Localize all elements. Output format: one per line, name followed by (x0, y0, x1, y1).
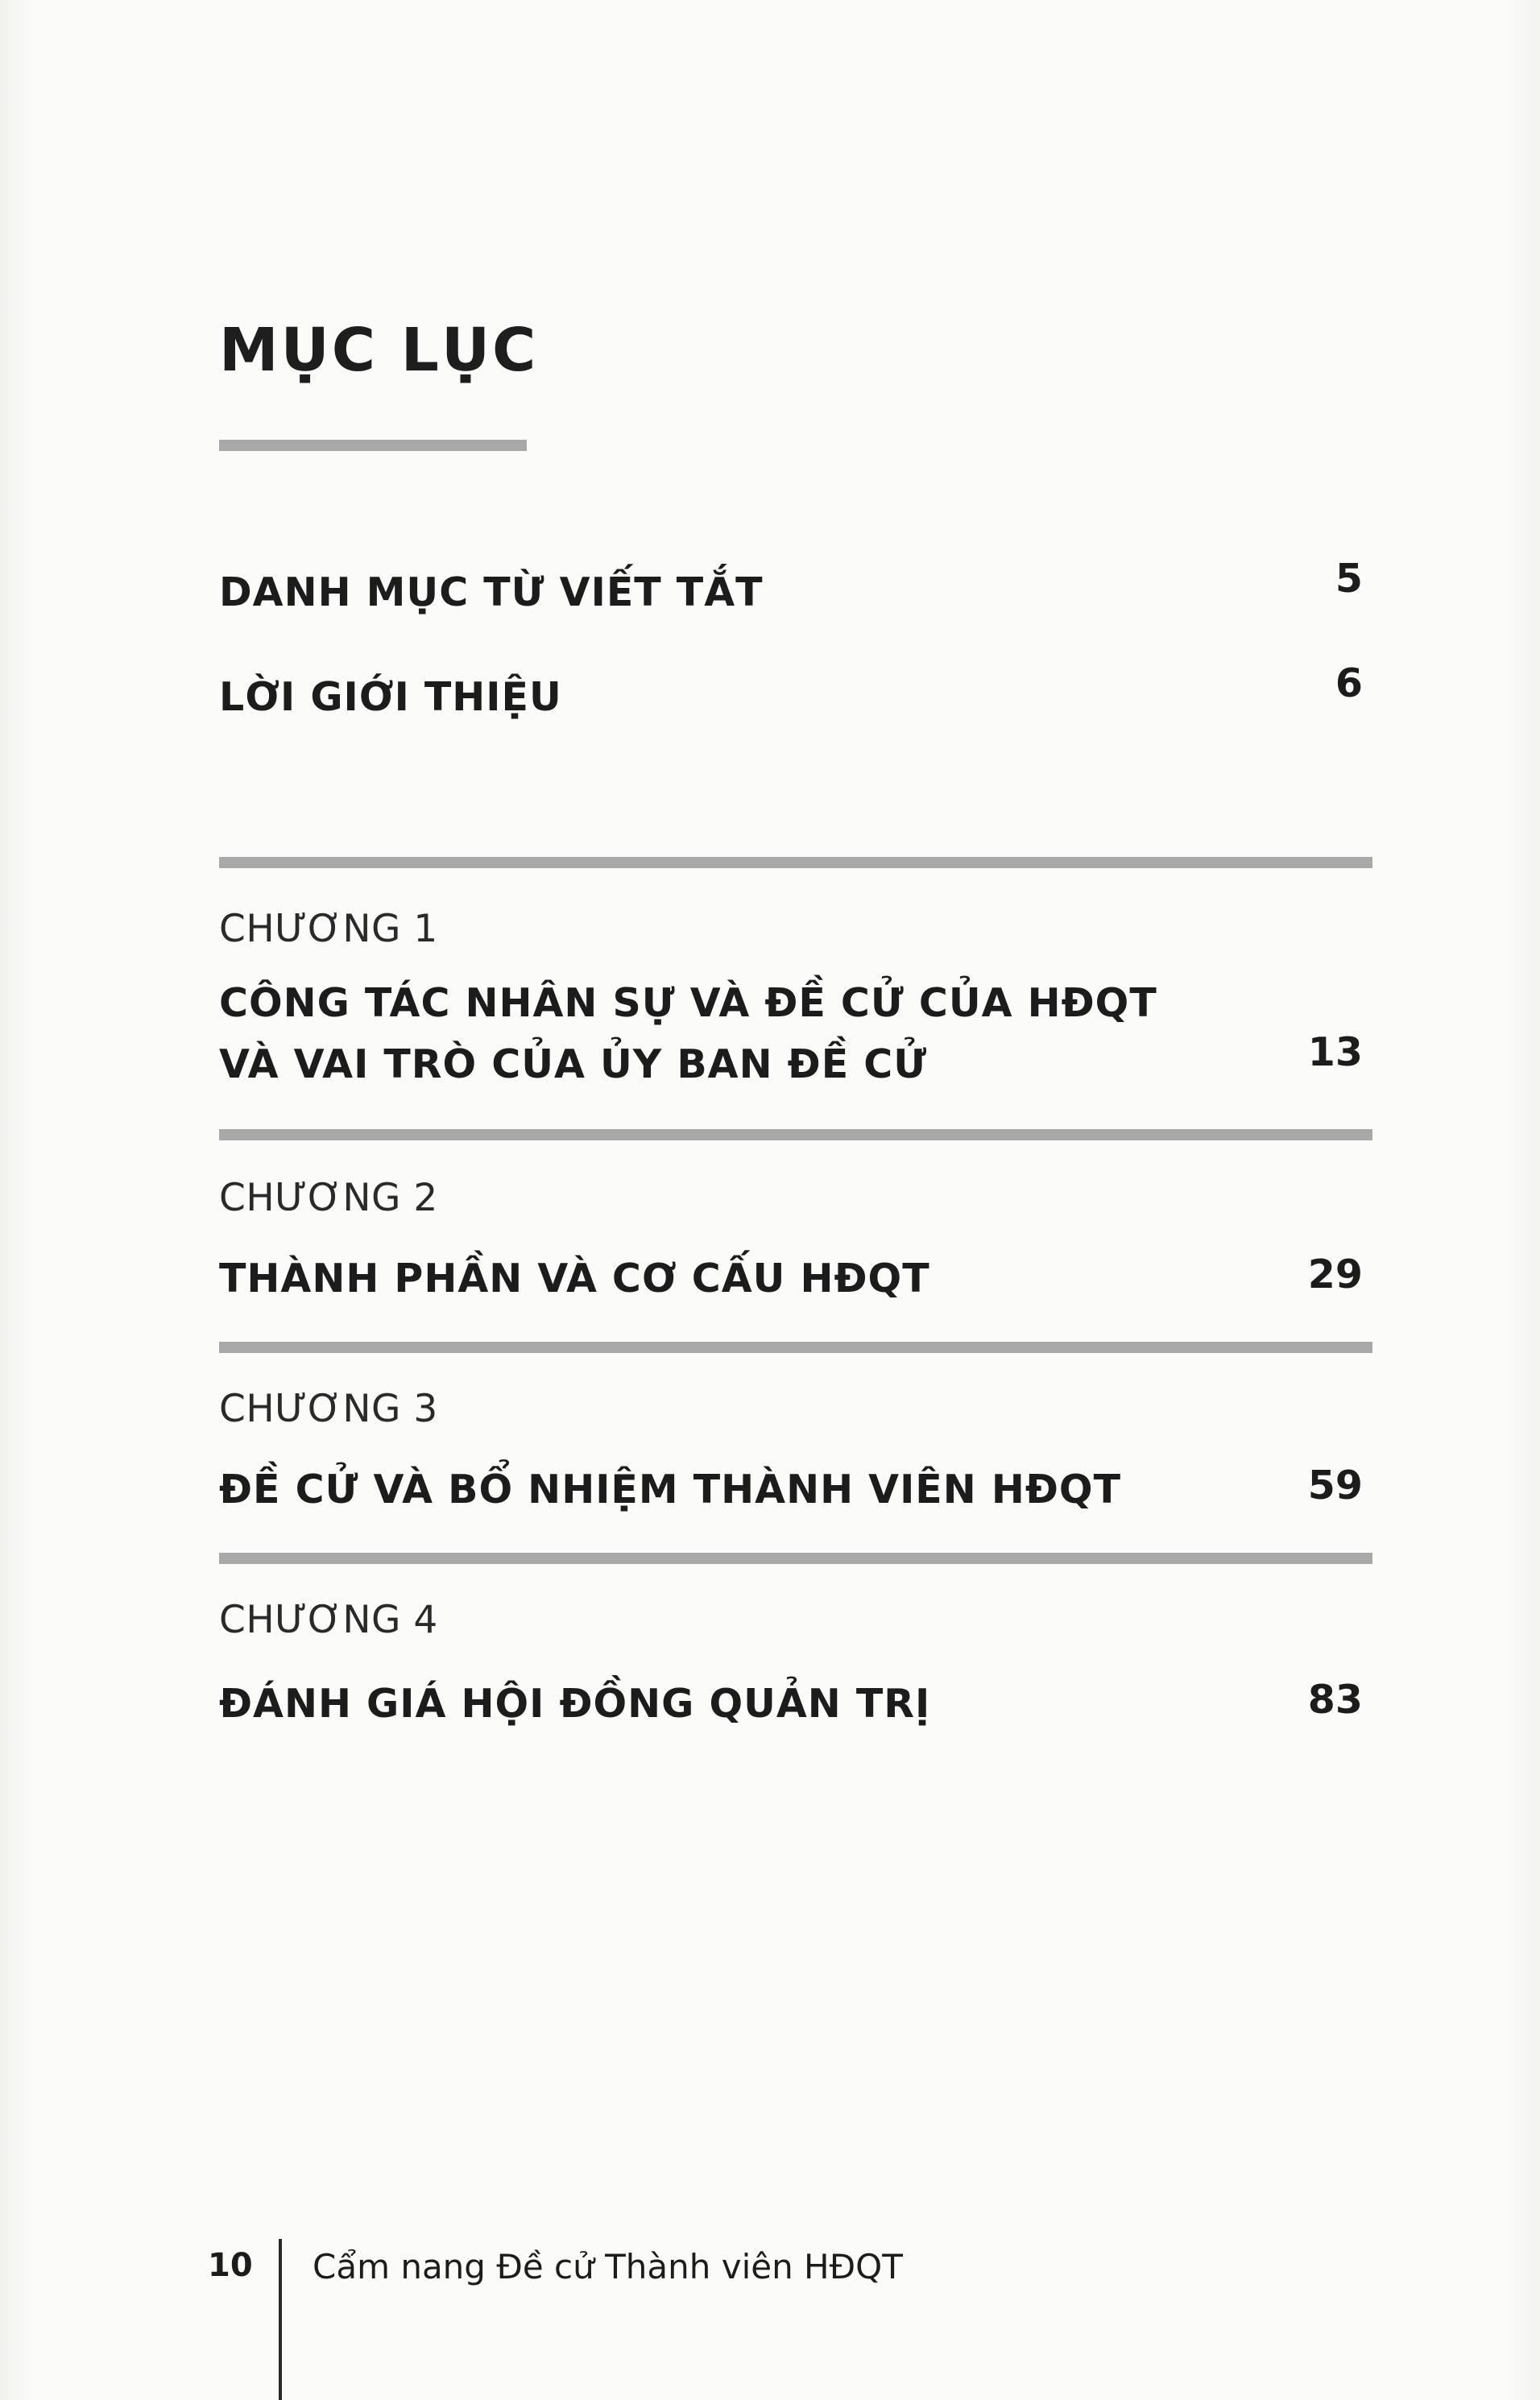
toc-entry-page: 83 (1307, 1677, 1363, 1723)
divider (219, 1553, 1372, 1564)
toc-entry-page: 59 (1307, 1463, 1363, 1508)
toc-entry-introduction[interactable] (219, 660, 1363, 728)
footer-divider (279, 2239, 282, 2400)
toc-entry-title: THÀNH PHẦN VÀ CƠ CẤU HĐQT (219, 1256, 930, 1301)
toc-entry-title: ĐÁNH GIÁ HỘI ĐỒNG QUẢN TRỊ (219, 1681, 931, 1727)
divider (219, 1342, 1372, 1353)
toc-entry-title: ĐỀ CỬ VÀ BỔ NHIỆM THÀNH VIÊN HĐQT (219, 1467, 1121, 1512)
chapter-label: CHƯƠNG 4 (219, 1598, 438, 1642)
toc-entry-title-line-1: CÔNG TÁC NHÂN SỰ VÀ ĐỀ CỬ CỦA HĐQT (219, 980, 1157, 1026)
toc-entry-page: 29 (1307, 1252, 1363, 1297)
toc-entry-title-line-2: VÀ VAI TRÒ CỦA ỦY BAN ĐỀ CỬ (219, 1041, 928, 1087)
title-underline (219, 440, 527, 451)
toc-entry-chapter-3[interactable] (219, 1459, 1363, 1521)
footer-book-title: Cẩm nang Đề cử Thành viên HĐQT (313, 2247, 903, 2286)
divider (219, 857, 1372, 868)
toc-entry-chapter-4[interactable] (219, 1674, 1363, 1735)
chapter-label: CHƯƠNG 2 (219, 1176, 438, 1220)
toc-entry-chapter-2[interactable] (219, 1248, 1363, 1310)
divider (219, 1129, 1372, 1140)
toc-entry-title: LỜI GIỚI THIỆU (219, 674, 562, 720)
toc-entry-page: 13 (1307, 1029, 1363, 1075)
toc-entry-title: DANH MỤC TỪ VIẾT TẮT (219, 569, 764, 615)
toc-entry-chapter-1[interactable] (219, 973, 1363, 1095)
chapter-label: CHƯƠNG 1 (219, 907, 438, 951)
toc-entry-abbreviations[interactable] (219, 556, 1363, 623)
footer-page-number: 10 (208, 2247, 253, 2284)
chapter-label: CHƯƠNG 3 (219, 1387, 438, 1431)
toc-entry-page: 6 (1335, 660, 1363, 706)
toc-entry-page: 5 (1335, 556, 1363, 602)
page-title: MỤC LỤC (219, 316, 539, 385)
